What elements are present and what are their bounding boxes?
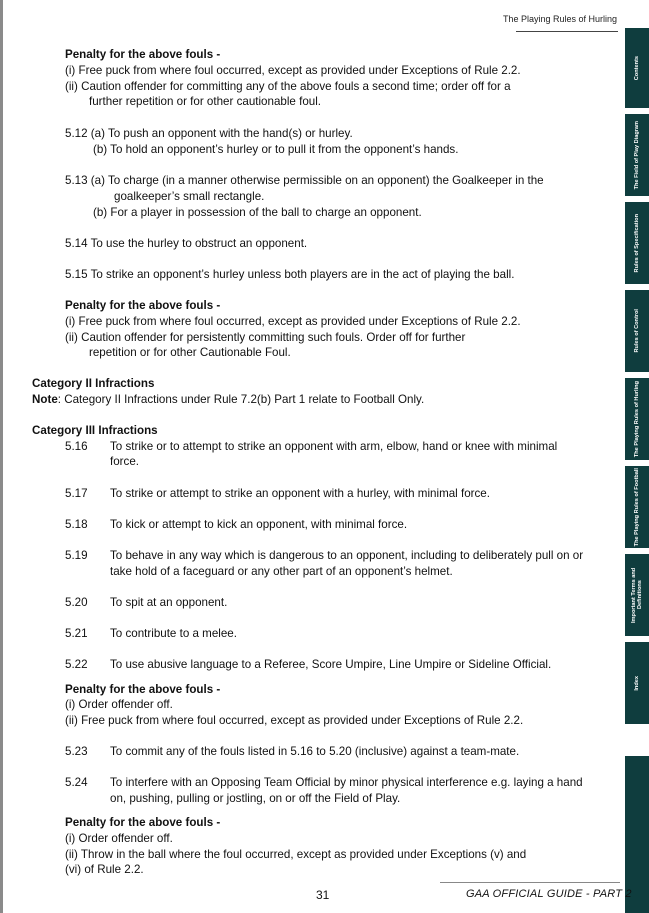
tab-playing-rules-of-football[interactable]: The Playing Rules of Football	[625, 466, 649, 548]
footer-title: GAA OFFICIAL GUIDE - PART 2	[466, 888, 632, 900]
rule-text: take hold of a faceguard or any other part of an opponent’s helmet.	[110, 565, 453, 578]
penalty-item: (i) Free puck from where foul occurred, except as provided under Exceptions of Rule 2.2.	[65, 315, 521, 328]
tab-index[interactable]: Index	[625, 642, 649, 724]
rule-text: To strike or to attempt to strike an opponent with arm, elbow, hand or knee with minimal	[110, 440, 558, 453]
rule-number: 5.24	[65, 776, 88, 789]
page-number: 31	[316, 888, 330, 902]
tab-rules-of-control[interactable]: Rules of Control	[625, 290, 649, 372]
rule-5-13a: 5.13 (a) To charge (in a manner otherwise permissible on an opponent) the Goalkeeper in the	[65, 174, 544, 187]
rule-text: force.	[110, 455, 139, 468]
rule-number: 5.21	[65, 627, 88, 640]
rule-text: To behave in any way which is dangerous to an opponent, including to deliberately pull on or	[110, 549, 584, 562]
penalty-item: (ii) Throw in the ball where the foul occurred, except as provided under Exceptions (v) and	[65, 848, 527, 861]
rule-number: 5.23	[65, 745, 88, 758]
rule-5-12a: 5.12 (a) To push an opponent with the hand(s) or hurley.	[65, 127, 353, 140]
rule-number: 5.22	[65, 658, 88, 671]
category-iii-heading: Category III Infractions	[32, 424, 158, 437]
tab-contents[interactable]: Contents	[625, 28, 649, 108]
rule-5-13a-cont: goalkeeper’s small rectangle.	[114, 190, 265, 203]
rule-5-14: 5.14 To use the hurley to obstruct an opponent.	[65, 237, 308, 250]
penalty-item-cont: repetition or for other Cautionable Foul.	[89, 346, 291, 359]
rule-text: To strike or attempt to strike an opponent with a hurley, with minimal force.	[110, 487, 490, 500]
penalty-heading: Penalty for the above fouls -	[65, 48, 221, 61]
rule-5-12b: (b) To hold an opponent’s hurley or to pull it from the opponent’s hands.	[93, 143, 459, 156]
category-ii-note: Note: Category II Infractions under Rule 7.2(b) Part 1 relate to Football Only.	[32, 393, 425, 406]
category-ii-heading: Category II Infractions	[32, 377, 155, 390]
rule-number: 5.17	[65, 487, 88, 500]
penalty-item-cont: (vi) of Rule 2.2.	[65, 863, 144, 876]
rule-text: To commit any of the fouls listed in 5.16 to 5.20 (inclusive) against a team-mate.	[110, 745, 520, 758]
rule-number: 5.20	[65, 596, 88, 609]
penalty-item: (i) Free puck from where foul occurred, except as provided under Exceptions of Rule 2.2.	[65, 64, 521, 77]
rule-text: on, pushing, pulling or jostling, on or off the Field of Play.	[110, 792, 401, 805]
header-rule	[516, 31, 618, 32]
rule-text: To interfere with an Opposing Team Official by minor physical interference e.g. laying a hand	[110, 776, 583, 789]
rule-5-13b: (b) For a player in possession of the ball to charge an opponent.	[93, 206, 422, 219]
penalty-item: (ii) Free puck from where foul occurred, except as provided under Exceptions of Rule 2.2.	[65, 714, 524, 727]
rule-text: To use abusive language to a Referee, Score Umpire, Line Umpire or Sideline Official.	[110, 658, 552, 671]
penalty-item: (ii) Caution offender for committing any of the above fouls a second time; order off for a	[65, 80, 511, 93]
penalty-heading: Penalty for the above fouls -	[65, 299, 221, 312]
rule-text: To kick or attempt to kick an opponent, with minimal force.	[110, 518, 408, 531]
tab-rules-of-specification[interactable]: Rules of Specification	[625, 202, 649, 284]
rule-text: To spit at an opponent.	[110, 596, 228, 609]
rule-5-15: 5.15 To strike an opponent’s hurley unless both players are in the act of playing the ball.	[65, 268, 515, 281]
tab-important-terms[interactable]: Important Terms and Definitions	[625, 554, 649, 636]
rule-text: To contribute to a melee.	[110, 627, 237, 640]
penalty-item-cont: further repetition or for other cautionable foul.	[89, 95, 322, 108]
penalty-heading: Penalty for the above fouls -	[65, 816, 221, 829]
tab-playing-rules-of-hurling[interactable]: The Playing Rules of Hurling	[625, 378, 649, 460]
tab-field-of-play-diagram[interactable]: The Field of Play Diagram	[625, 114, 649, 196]
penalty-heading: Penalty for the above fouls -	[65, 683, 221, 696]
running-header: The Playing Rules of Hurling	[502, 14, 617, 24]
penalty-item: (i) Order offender off.	[65, 832, 173, 845]
penalty-item: (ii) Caution offender for persistently committing such fouls. Order off for further	[65, 331, 466, 344]
page-left-border	[0, 0, 3, 913]
rule-number: 5.19	[65, 549, 88, 562]
rule-number: 5.18	[65, 518, 88, 531]
footer-rule	[440, 882, 620, 883]
penalty-item: (i) Order offender off.	[65, 698, 173, 711]
rule-number: 5.16	[65, 440, 88, 453]
